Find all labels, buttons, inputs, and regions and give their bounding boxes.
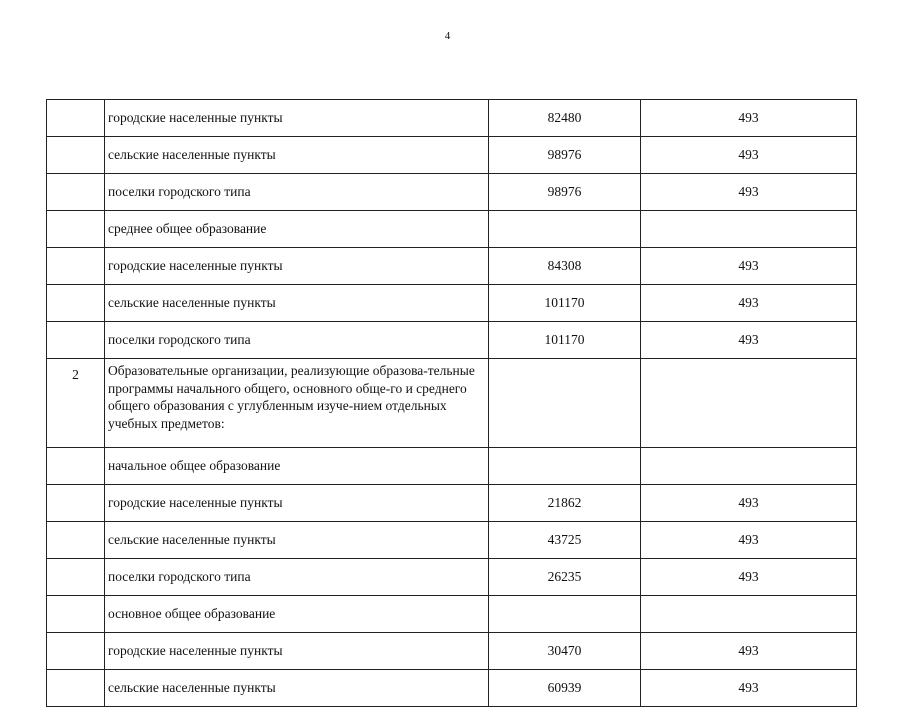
row-name-cell: среднее общее образование (105, 211, 489, 248)
row-value1-cell: 82480 (489, 100, 641, 137)
row-name-cell: начальное общее образование (105, 448, 489, 485)
page-number: 4 (444, 30, 451, 42)
row-name-cell: городские населенные пункты (105, 633, 489, 670)
row-value2-cell: 493 (641, 285, 857, 322)
table-row (47, 322, 857, 359)
row-value1-cell: 84308 (489, 248, 641, 285)
row-name-cell: городские населенные пункты (105, 485, 489, 522)
row-value2-cell: 493 (641, 559, 857, 596)
row-name-cell: сельские населенные пункты (105, 137, 489, 174)
row-name-cell: поселки городского типа (105, 559, 489, 596)
row-value2-cell: 493 (641, 322, 857, 359)
row-value1-cell: 101170 (489, 322, 641, 359)
row-value2-cell: 493 (641, 670, 857, 707)
row-name-cell: сельские населенные пункты (105, 285, 489, 322)
row-number-cell (47, 248, 105, 285)
row-value1-cell: 21862 (489, 485, 641, 522)
table-row (47, 174, 857, 211)
row-value2-cell (641, 596, 857, 633)
row-number-cell (47, 174, 105, 211)
row-value1-cell: 43725 (489, 522, 641, 559)
row-number-cell (47, 596, 105, 633)
table-row (47, 285, 857, 322)
table-row (47, 248, 857, 285)
table-row (47, 211, 857, 248)
data-table (46, 99, 857, 707)
row-number-cell (47, 322, 105, 359)
table-row (47, 522, 857, 559)
row-value1-cell: 60939 (489, 670, 641, 707)
table-row (47, 359, 857, 448)
row-name-cell: основное общее образование (105, 596, 489, 633)
row-value2-cell: 493 (641, 633, 857, 670)
row-value1-cell (489, 596, 641, 633)
row-value1-cell (489, 448, 641, 485)
row-number-cell: 2 (47, 359, 105, 448)
table-row (47, 448, 857, 485)
row-name-cell: поселки городского типа (105, 174, 489, 211)
row-name-cell: сельские населенные пункты (105, 522, 489, 559)
table-row (47, 100, 857, 137)
table-row (47, 670, 857, 707)
row-value2-cell: 493 (641, 100, 857, 137)
table-row (47, 485, 857, 522)
row-value2-cell (641, 359, 857, 448)
table-row (47, 559, 857, 596)
row-number-cell (47, 285, 105, 322)
row-value2-cell: 493 (641, 248, 857, 285)
row-number-cell (47, 559, 105, 596)
row-number-cell (47, 211, 105, 248)
row-value1-cell (489, 359, 641, 448)
row-name-cell: городские населенные пункты (105, 248, 489, 285)
row-number-cell (47, 137, 105, 174)
row-value2-cell: 493 (641, 485, 857, 522)
row-number-cell (47, 633, 105, 670)
row-value1-cell: 101170 (489, 285, 641, 322)
table-row (47, 596, 857, 633)
row-value2-cell: 493 (641, 137, 857, 174)
row-value2-cell: 493 (641, 522, 857, 559)
row-name-cell: городские населенные пункты (105, 100, 489, 137)
row-value2-cell (641, 211, 857, 248)
table-row (47, 137, 857, 174)
row-name-cell: Образовательные организации, реализующие образова-тельные программы начального общего, основного обще-го и среднего общего образования с углубленным изуче-нием отдельных учебных предметов: (105, 359, 489, 448)
row-name-cell: поселки городского типа (105, 322, 489, 359)
row-value1-cell: 98976 (489, 137, 641, 174)
row-value2-cell: 493 (641, 174, 857, 211)
table-row (47, 633, 857, 670)
row-number-cell (47, 485, 105, 522)
row-value1-cell (489, 211, 641, 248)
row-value1-cell: 26235 (489, 559, 641, 596)
row-number-cell (47, 448, 105, 485)
row-name-cell: сельские населенные пункты (105, 670, 489, 707)
row-value2-cell (641, 448, 857, 485)
row-number-cell (47, 670, 105, 707)
row-value1-cell: 30470 (489, 633, 641, 670)
row-number-cell (47, 522, 105, 559)
row-number-cell (47, 100, 105, 137)
row-value1-cell: 98976 (489, 174, 641, 211)
